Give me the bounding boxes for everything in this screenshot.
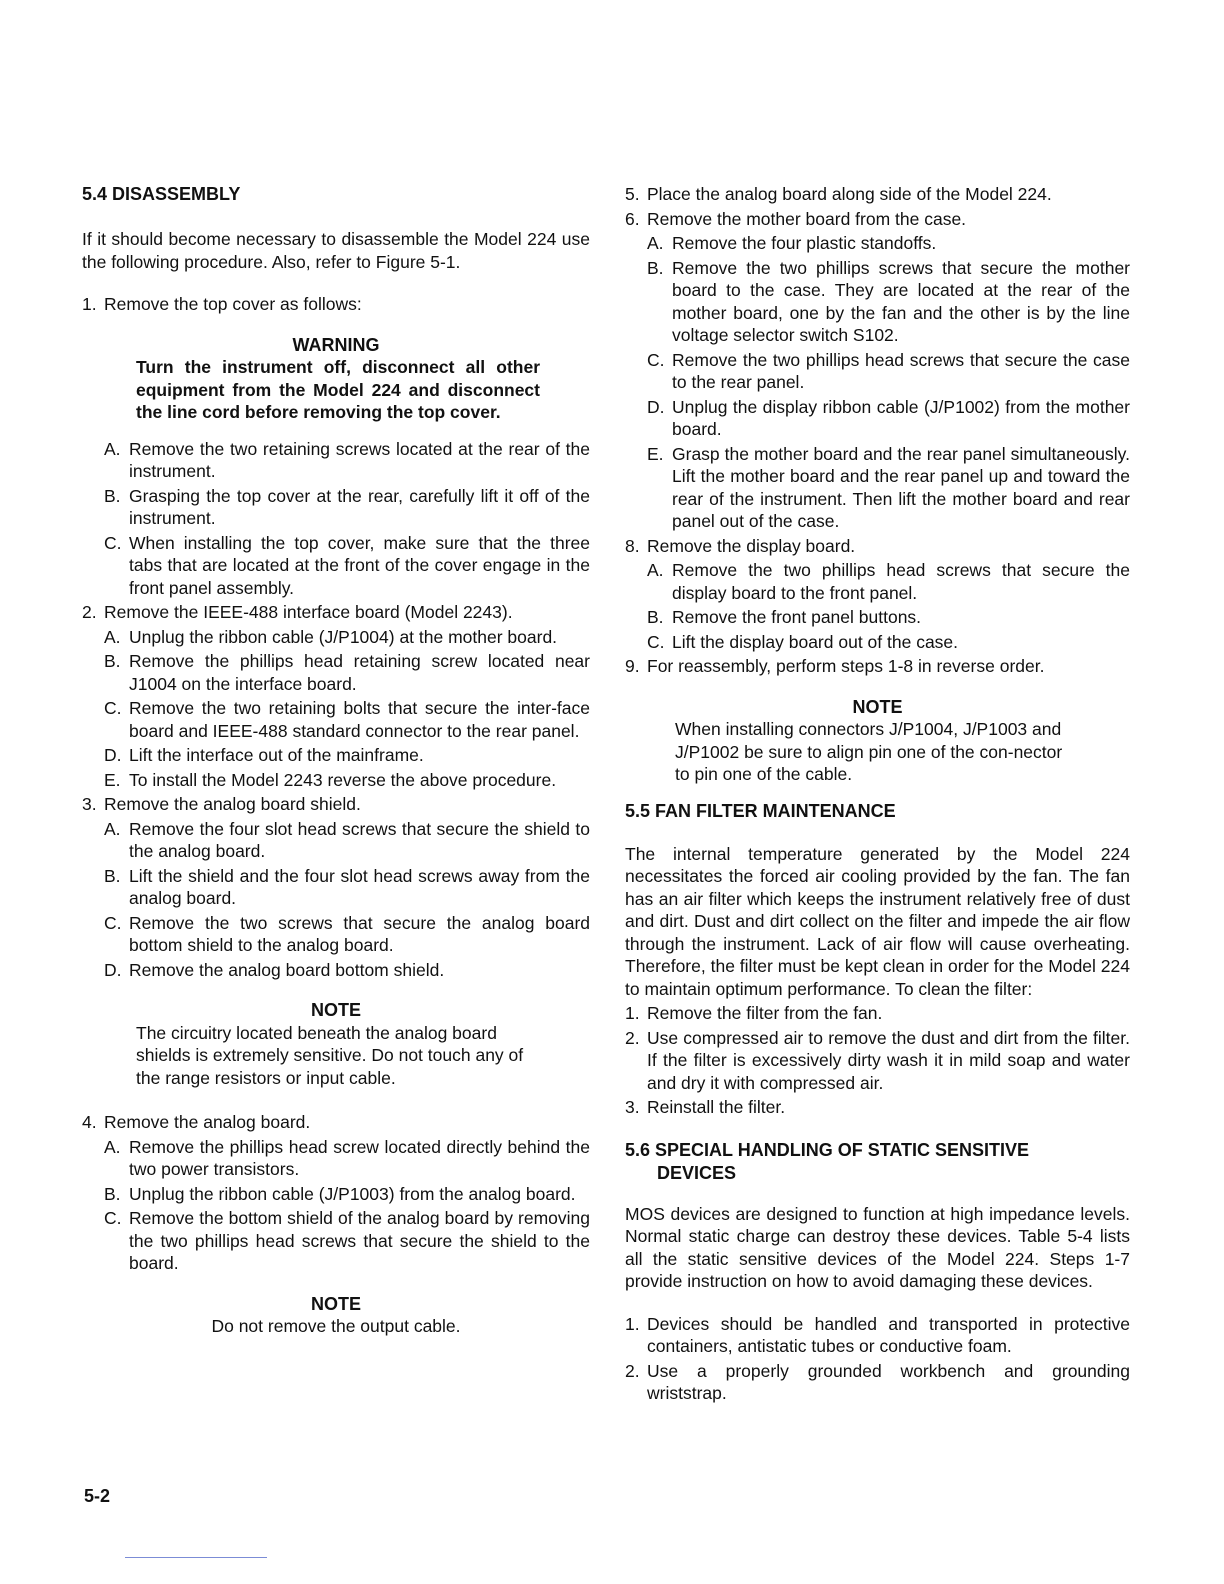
note-circuitry <box>82 999 590 1089</box>
fan-step-1: 1. Remove the filter from the fan. <box>625 1003 883 1023</box>
left-column <box>82 183 590 1338</box>
step-5: 5. Place the analog board along side of the Model 224. <box>625 184 1052 204</box>
note-text: The circuitry located beneath the analog board shields is extremely sensitive. Do not touch any of the range resistors or input cable. <box>136 1022 524 1088</box>
step-4b: B. Unplug the ribbon cable (J/P1003) from the analog board. <box>104 1183 576 1204</box>
step-1c: C. When installing the top cover, make sure that the three tabs that are located at the front of the cover engage in the front panel assembly. <box>104 532 590 598</box>
page-number: 5-2 <box>84 1486 111 1506</box>
warning-text: Turn the instrument off, disconnect all other equipment from the Model 224 and disconnect the line cord before removing the top cover. <box>136 357 540 422</box>
step-3d: D. Remove the analog board bottom shield. <box>104 959 445 980</box>
step-6e: E. Grasp the mother board and the rear panel simultaneously. Lift the mother board and the rear panel up and toward the rear of the instrument. Then lift the mother board and rear panel out of the case. <box>647 443 1130 531</box>
step-8c: C. Lift the display board out of the case. <box>647 631 959 652</box>
step-4a: A. Remove the phillips head screw located directly behind the two power transistors. <box>104 1136 590 1179</box>
static-step-1: 1. Devices should be handled and transported in protective containers, antistatic tubes or conductive foam. <box>625 1313 1130 1356</box>
step-8a: A. Remove the two phillips head screws that secure the display board to the front panel. <box>647 560 1130 603</box>
step-8b: B. Remove the front panel buttons. <box>647 607 922 627</box>
note-text: When installing connectors J/P1004, J/P1003 and J/P1002 be sure to align pin one of the con-nector to pin one of the cable. <box>675 719 1063 784</box>
step-9: 9. For reassembly, perform steps 1-8 in reverse order. <box>625 656 1045 676</box>
step-2: 2. Remove the IEEE-488 interface board (Model 2243). <box>82 602 513 622</box>
step-2a: A. Unplug the ribbon cable (J/P1004) at the mother board. <box>104 626 558 647</box>
note-title: NOTE <box>310 1293 361 1314</box>
step-2e: E. To install the Model 2243 reverse the above procedure. <box>104 769 557 790</box>
step-3b: B. Lift the shield and the four slot head screws away from the analog board. <box>104 865 590 908</box>
right-column <box>625 183 1130 1405</box>
footer-rule <box>125 1557 267 1558</box>
intro-paragraph: If it should become necessary to disassemble the Model 224 use the following procedure. Also, refer to Figure 5-1. <box>82 229 590 272</box>
step-6: 6. Remove the mother board from the case. <box>625 208 967 229</box>
warning-title: WARNING <box>292 334 380 355</box>
fan-step-3: 3. Reinstall the filter. <box>625 1097 786 1117</box>
fan-filter-paragraph: The internal temperature generated by the Model 224 necessitates the forced air cooling provided by the fan. The fan has an air filter which keeps the instrument relatively free of dust and dirt. Dust and dirt collect on the filter and impede the air flow through the instrument. Lack of air flow will cause overheating. Therefore, the filter must be kept clean in order for the Model 224 to maintain optimum performance. To clean the filter: <box>625 843 1130 999</box>
mos-paragraph: MOS devices are designed to function at high impedance levels. Normal static charge can destroy these devices. Table 5-4 lists all the static sensitive devices of the Model 224. Steps 1-7 provide instruction on how to avoid damaging these devices. <box>625 1203 1130 1291</box>
section-heading-fan-filter: 5.5 FAN FILTER MAINTENANCE <box>625 800 896 821</box>
static-step-2: 2. Use a properly grounded workbench and grounding wriststrap. <box>625 1360 1130 1403</box>
step-6b: B. Remove the two phillips screws that secure the mother board to the case. They are located at the rear of the mother board, one by the fan and the other is by the line voltage selector switch S102. <box>647 257 1130 345</box>
note-title: NOTE <box>310 1000 361 1020</box>
step-1: 1. Remove the top cover as follows: <box>82 294 362 314</box>
step-3c: C. Remove the two screws that secure the analog board bottom shield to the analog board. <box>104 912 590 955</box>
step-6d: D. Unplug the display ribbon cable (J/P1002) from the mother board. <box>647 396 1130 439</box>
step-1a: A. Remove the two retaining screws located at the rear of the instrument. <box>104 438 590 481</box>
step-2d: D. Lift the interface out of the mainframe. <box>104 745 424 765</box>
warning-box <box>82 334 590 424</box>
step-3a: A. Remove the four slot head screws that secure the shield to the analog board. <box>104 818 590 861</box>
step-1b: B. Grasping the top cover at the rear, carefully lift it off of the instrument. <box>104 485 590 528</box>
step-4c: C. Remove the bottom shield of the analog board by removing the two phillips head screws that secure the shield to the board. <box>104 1208 590 1273</box>
section-heading-static: 5.6 SPECIAL HANDLING OF STATIC SENSITIVE DEVICES <box>625 1139 1030 1183</box>
step-3: 3. Remove the analog board shield. <box>82 794 361 814</box>
step-6c: C. Remove the two phillips head screws that secure the case to the rear panel. <box>647 349 1130 392</box>
step-6a: A. Remove the four plastic standoffs. <box>647 233 937 253</box>
section-heading-disassembly: 5.4 DISASSEMBLY <box>82 184 241 204</box>
step-8: 8. Remove the display board. <box>625 535 856 556</box>
step-2c: C. Remove the two retaining bolts that secure the inter-face board and IEEE-488 standard connector to the rear panel. <box>104 698 590 741</box>
step-2b: B. Remove the phillips head retaining screw located near J1004 on the interface board. <box>104 651 590 694</box>
note-output-cable <box>82 1293 590 1338</box>
note-connectors <box>625 696 1130 786</box>
note-text: Do not remove the output cable. <box>211 1316 461 1336</box>
note-title: NOTE <box>852 696 903 717</box>
step-4: 4. Remove the analog board. <box>82 1112 311 1132</box>
fan-step-2: 2. Use compressed air to remove the dust and dirt from the filter. If the filter is excessively dirty wash it in mild soap and water and dry it with compressed air. <box>625 1027 1130 1093</box>
